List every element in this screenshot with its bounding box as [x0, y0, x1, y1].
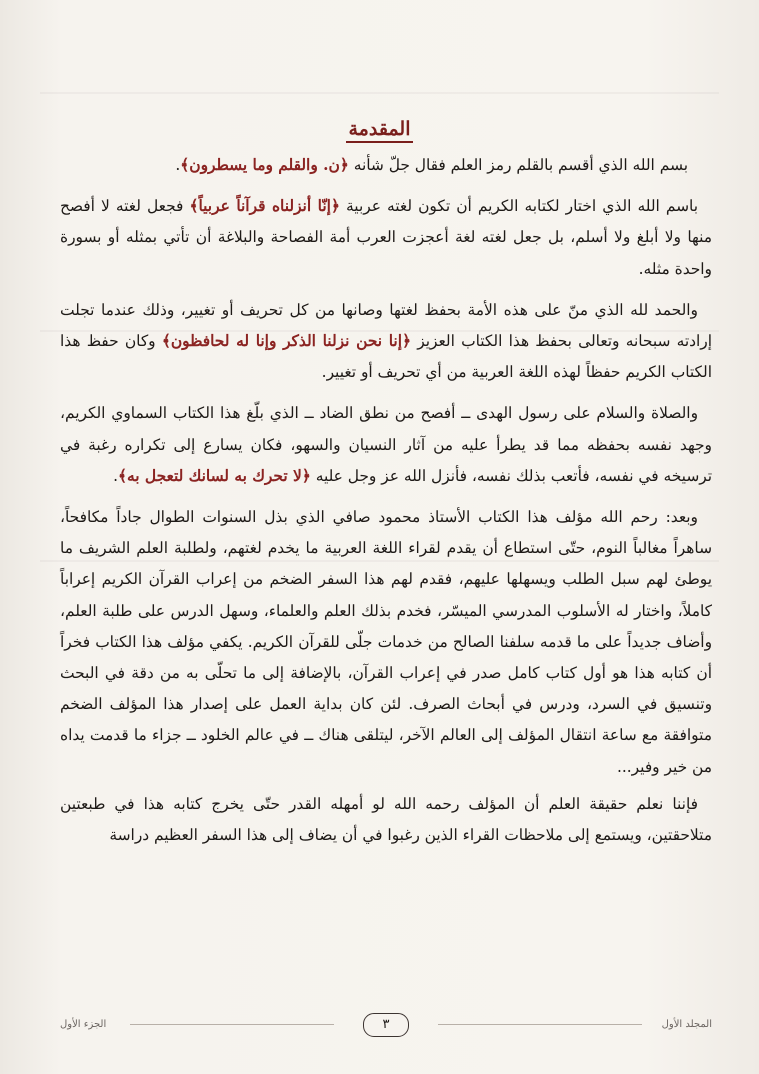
quran-verse: ﴿ن. والقلم وما يسطرون﴾	[180, 156, 349, 174]
paragraph-text: فإننا نعلم حقيقة العلم أن المؤلف رحمه الله لو أمهله القدر حتّى يخرج كتابه هذا في طبعتين متلاحقتين، ويستمع إلى ملاحظات القراء الذين رغبوا في أن يضاف إلى هذا السفر العظيم دراسة	[60, 794, 712, 845]
page-heading	[0, 118, 759, 143]
paragraph-text: وكان حفظ هذا الكتاب الكريم حفظاً لهذه اللغة العربية من أي تحريف أو تغيير.	[60, 332, 712, 382]
paragraph-text: فجعل لغته لا أفصح منها ولا أبلغ ولا أسلم، بل جعل لغته لغة أعجزت العرب أمة الفصاحة والبلاغة أن تأتي بمثله أو بسورة واحدة مثله.	[60, 197, 712, 278]
paragraph-text: باسم الله الذي اختار لكتابه الكريم أن تكون لغته عربية	[339, 197, 698, 216]
paragraph	[60, 191, 712, 285]
quran-verse: ﴿إنّا أنزلناه قرآناً عربياً﴾	[189, 197, 340, 216]
paragraph-text: .	[113, 466, 119, 485]
paragraph	[60, 502, 712, 783]
paragraph	[60, 789, 712, 851]
quran-verse: ﴿لا تحرك به لسانك لتعجل به﴾	[118, 466, 311, 485]
paragraph-text: وبعد: رحم الله مؤلف هذا الكتاب الأستاذ محمود صافي الذي بذل السنوات الطوال جاداً مكافحاً، ساهراً مغالباً النوم، حتّى استطاع أن يقدم لقراء اللغة العربية ما يخدم لغتهم، ولطلبة العلم الشريف ما يوطئ لهم سبل الطلب ويسهلها عليهم، فقدم لهم هذا السفر الضخم من إعراب القرآن الكريم إعراباً كاملاً، واختار له الأسلوب المدرسي الميسّر، فخدم بذلك العلم والعلماء، وسهل الدرس على طلبة العلم، وأضاف جديداً على ما قدمه سلفنا الصالح من خدمات جلّى للقرآن الكريم. يكفي مؤلف هذا الكتاب فخراً أن كتابه هذا هو أول كتاب كامل صدر في إعراب القرآن، بالإضافة إلى ما تحلّى به من دقة في البحث وتنسيق في السرد، ودرس في أبحاث الصرف. لئن كان بداية العمل على إصدار هذا المؤلف الضخم متوافقة مع ساعة انتقال المؤلف إلى العالم الآخر، ليتلقى هناك ــ في عالم الخلود ــ جزاء ما قدمت يداه من خير وفير...	[60, 508, 712, 776]
paragraph-text: والحمد لله الذي منّ على هذه الأمة بحفظ لغتها وصانها من كل تحريف أو تغيير، وذلك عندما تجلت إرادته سبحانه وتعالى بحفظ هذا الكتاب العزيز	[60, 300, 713, 351]
page-number: ٣	[363, 1013, 409, 1037]
heading-text: المقدمة	[346, 118, 412, 143]
paragraph	[60, 295, 712, 389]
paragraph	[60, 398, 712, 492]
footer-rule	[438, 1024, 642, 1025]
show-through-line	[40, 92, 719, 94]
paragraph	[60, 150, 712, 181]
page-footer	[60, 1013, 712, 1043]
paragraph-text: والصلاة والسلام على رسول الهدى ــ أفصح من نطق الضاد ــ الذي بلّغ هذا الكتاب السماوي الكريم، وجهد نفسه بحفظه مما قد يطرأ عليه من آثار النسيان والسهو، فكان يسارع إلى تكراره رغبة في ترسيخه في نفسه، فأتعب بذلك نفسه، فأنزل الله عز وجل عليه	[60, 404, 712, 485]
footer-rule	[130, 1024, 334, 1025]
paragraph-text: بسم الله الذي أقسم بالقلم رمز العلم فقال جلّ شأنه	[348, 156, 688, 174]
quran-verse: ﴿إنا نحن نزلنا الذكر وإنا له لحافظون﴾	[161, 332, 411, 351]
page-body	[60, 150, 712, 861]
paragraph-text: .	[175, 156, 181, 174]
footer-volume-label: الجزء الأول	[60, 1019, 107, 1030]
footer-section-label: المجلد الأول	[661, 1019, 712, 1030]
